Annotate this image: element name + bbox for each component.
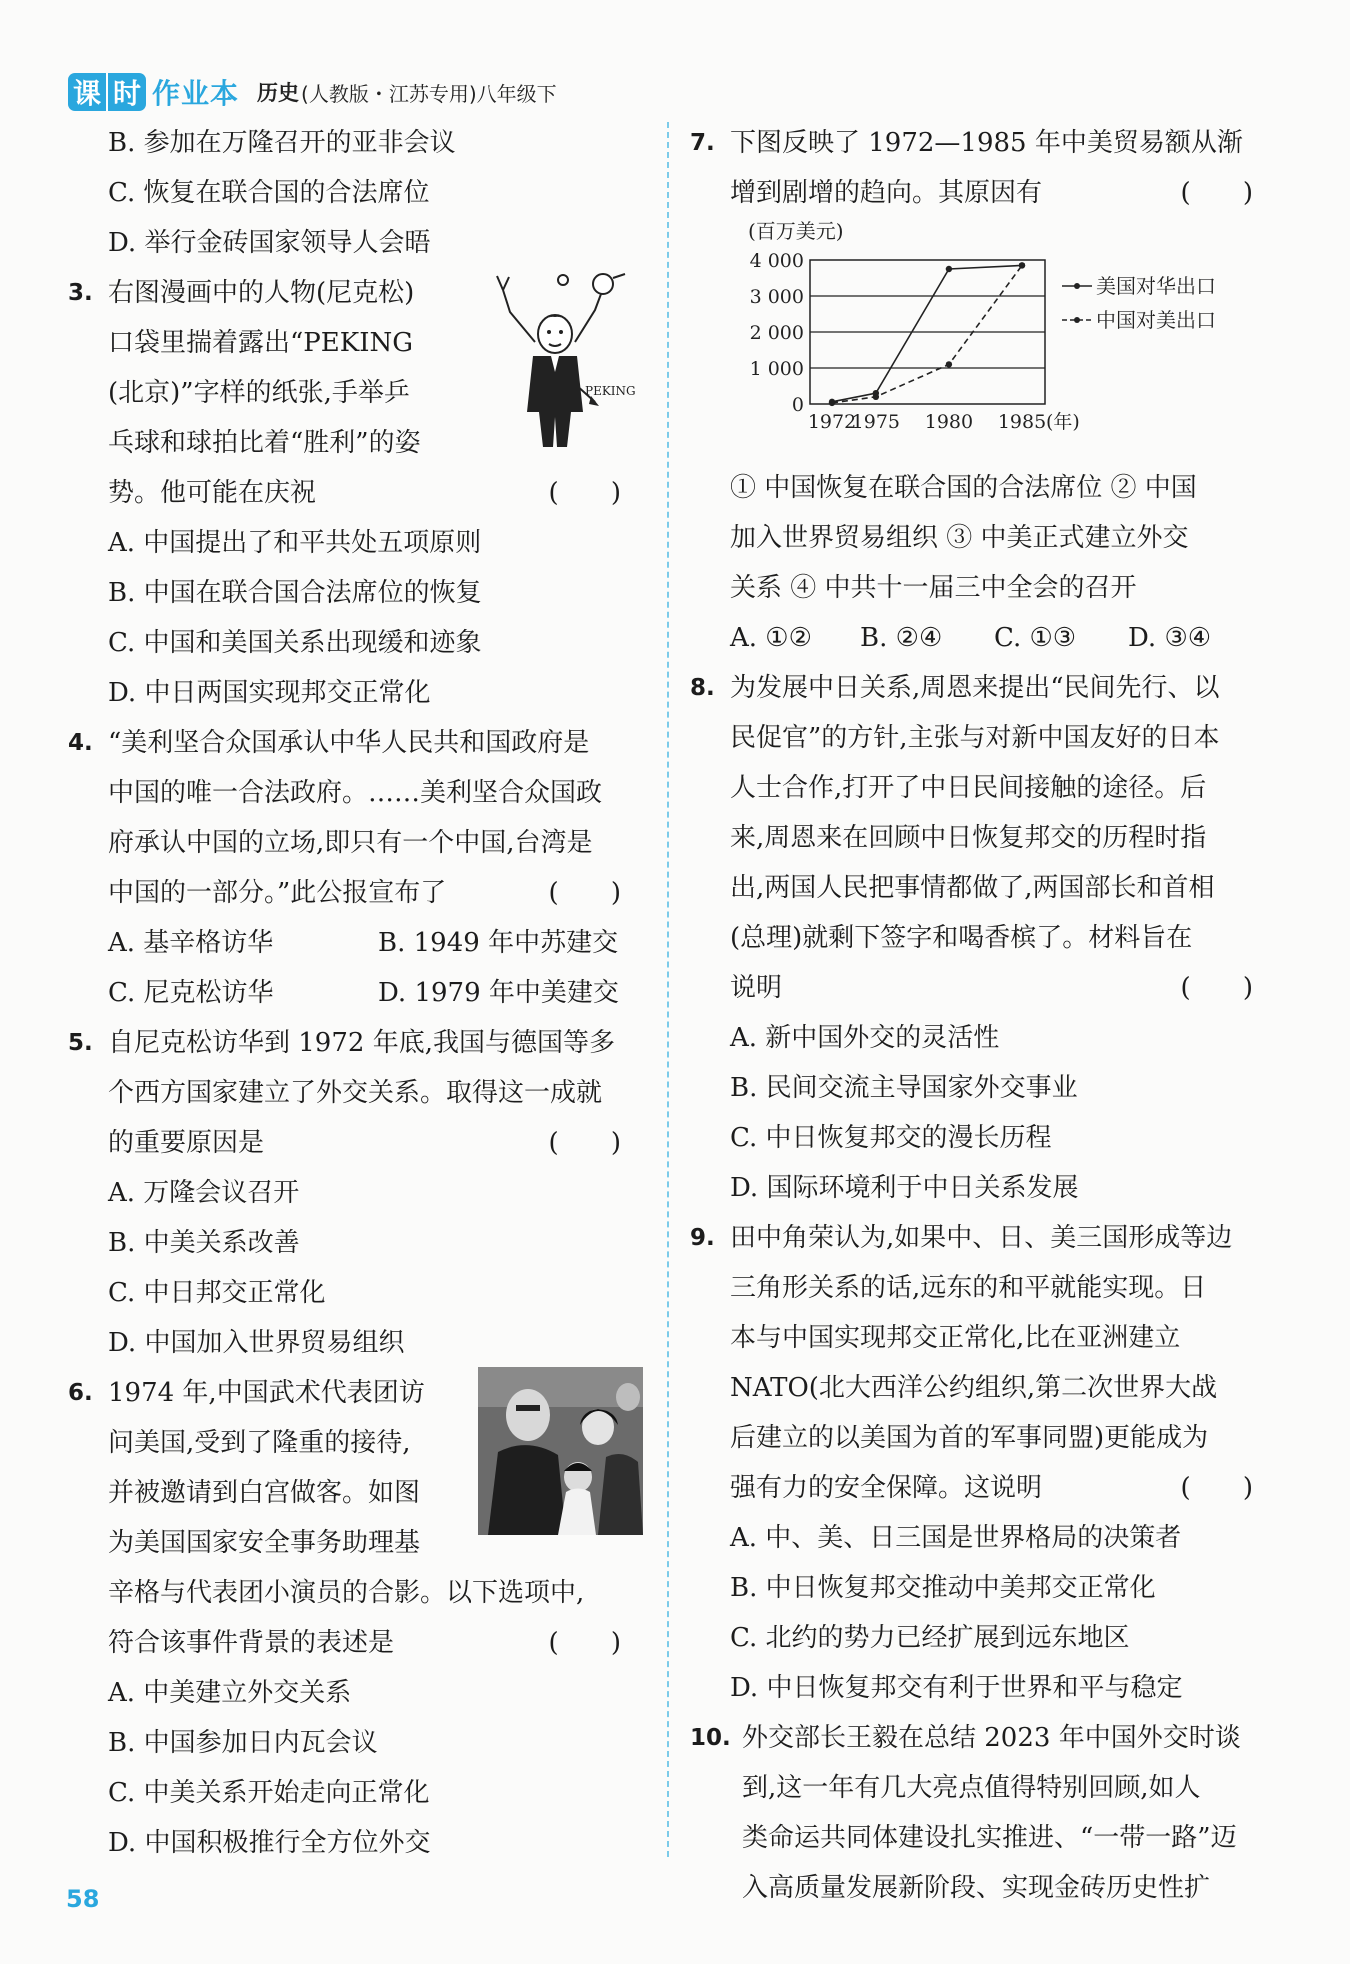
q6-line-2: 问美国,受到了隆重的接待, [108, 1428, 411, 1458]
chart-point-0 [946, 266, 952, 272]
logo-title: 作业本 [152, 77, 240, 110]
q9-option-a: A. 中、美、日三国是世界格局的决策者 [730, 1523, 1182, 1553]
q10-line-4: 入高质量发展新阶段、实现金砖历史性扩 [742, 1873, 1211, 1903]
q9-option-b: B. 中日恢复邦交推动中美邦交正常化 [730, 1573, 1156, 1603]
q8-line-6: (总理)就剩下签字和喝香槟了。材料旨在 [730, 923, 1193, 953]
q5-number: 5. [68, 1030, 93, 1056]
q3-line-1: 3. 右图漫画中的人物(尼克松) [68, 268, 643, 318]
q9-line-6: 强有力的安全保障。这说明 ( ) [690, 1463, 1275, 1513]
q7-line-2: 增到剧增的趋向。其原因有 ( ) [690, 168, 1275, 218]
q6-line-6: 符合该事件背景的表述是 ( ) [68, 1618, 643, 1668]
q7-statement-1: ① 中国恢复在联合国的合法席位 ② 中国 [730, 473, 1197, 503]
q3-option-c: C. 中国和美国关系出现缓和迹象 [108, 628, 482, 658]
q3-option-b: B. 中国在联合国合法席位的恢复 [108, 578, 482, 608]
q3-option-d: D. 中日两国实现邦交正常化 [108, 678, 431, 708]
logo [68, 71, 146, 113]
q10-line-1: 10. 外交部长王毅在总结 2023 年中国外交时谈 [690, 1713, 1275, 1763]
q10-line-3: 类命运共同体建设扎实推进、“一带一路”迈 [742, 1823, 1237, 1853]
q4-option-d: D. 1979 年中美建交 [378, 978, 619, 1008]
chart-ytick-label: 0 [791, 394, 804, 416]
q10-number: 10. [690, 1725, 731, 1751]
chart-point-1 [873, 394, 879, 400]
q4-line-2: 中国的唯一合法政府。……美利坚合众国政 [108, 778, 603, 808]
q7-options [690, 613, 1275, 663]
subject: 历史 [257, 81, 300, 105]
cartoon-label: PEKING [585, 384, 636, 398]
q6-line-4: 为美国国家安全事务助理基 [108, 1528, 421, 1558]
q10-line-2: 到,这一年有几大亮点值得特别回顾,如人 [742, 1773, 1201, 1803]
q8-line-2: 民促官”的方针,主张与对新中国友好的日本 [730, 723, 1220, 753]
chart-point-1 [1019, 262, 1025, 268]
chart-legend-label-0: 美国对华出口 [1096, 274, 1216, 298]
q7-line-1: 7. 下图反映了 1972—1985 年中美贸易额从渐 [690, 118, 1275, 168]
page-header [68, 68, 557, 116]
column-divider [667, 122, 669, 1857]
q6-line-5: 辛格与代表团小演员的合影。以下选项中, [108, 1578, 585, 1608]
answer-paren: ( ) [1180, 1473, 1275, 1503]
q8-line-7: 说明 ( ) [690, 963, 1275, 1013]
q9-line-5: 后建立的以美国为首的军事同盟)更能成为 [730, 1423, 1209, 1453]
q3-line-5: 势。他可能在庆祝 ( ) [68, 468, 643, 518]
q4-number: 4. [68, 730, 93, 756]
q9-option-c: C. 北约的势力已经扩展到远东地区 [730, 1623, 1130, 1653]
q9-line-3: 本与中国实现邦交正常化,比在亚洲建立 [730, 1323, 1181, 1353]
trade-chart [740, 218, 1260, 433]
q5-line-3: 的重要原因是 ( ) [68, 1118, 643, 1168]
q8-number: 8. [690, 675, 715, 701]
chart-xlabel: (年) [1046, 411, 1080, 433]
kissinger-photo-image [478, 1367, 643, 1535]
answer-paren: ( ) [548, 1628, 643, 1658]
q6-option-a: A. 中美建立外交关系 [108, 1678, 352, 1708]
q8-option-c: C. 中日恢复邦交的漫长历程 [730, 1123, 1052, 1153]
edition: (人教版・江苏专用)八年级下 [301, 81, 557, 106]
q8-line-3: 人士合作,打开了中日民间接触的途径。后 [730, 773, 1207, 803]
chart-legend-marker-0 [1074, 283, 1080, 289]
q5-line-2: 个西方国家建立了外交关系。取得这一成就 [108, 1078, 603, 1108]
q8-line-1: 8. 为发展中日关系,周恩来提出“民间先行、以 [690, 663, 1275, 713]
q3-line-3: (北京)”字样的纸张,手举乒 [108, 378, 410, 408]
q4-line-1: 4. “美利坚合众国承认中华人民共和国政府是 [68, 718, 643, 768]
q7-statement-2: 加入世界贸易组织 ③ 中美正式建立外交 [730, 523, 1189, 553]
q4-option-a: A. 基辛格访华 [108, 928, 274, 958]
question-5 [68, 1018, 643, 1368]
q8-option-d: D. 国际环境利于中日关系发展 [730, 1173, 1079, 1203]
q7-option-d: D. ③④ [1128, 623, 1212, 653]
logo-shi: 时 [106, 73, 146, 111]
q5-option-a: A. 万隆会议召开 [108, 1178, 300, 1208]
q2-option-b: B. 参加在万隆召开的亚非会议 [108, 128, 456, 158]
chart-xtick-label: 1975 [851, 411, 901, 433]
q2-option-d: D. 举行金砖国家领导人会晤 [108, 228, 431, 258]
q6-option-b: B. 中国参加日内瓦会议 [108, 1728, 378, 1758]
q2-option-c: C. 恢复在联合国的合法席位 [108, 178, 430, 208]
q6-number: 6. [68, 1380, 93, 1406]
answer-paren: ( ) [1180, 178, 1275, 208]
q9-line-1: 9. 田中角荣认为,如果中、日、美三国形成等边 [690, 1213, 1275, 1263]
q8-line-4: 来,周恩来在回顾中日恢复邦交的历程时指 [730, 823, 1207, 853]
answer-paren: ( ) [548, 478, 643, 508]
q5-option-c: C. 中日邦交正常化 [108, 1278, 326, 1308]
q4-option-c: C. 尼克松访华 [108, 978, 274, 1008]
chart-ytick-label: 4 000 [749, 250, 804, 272]
q7-option-b: B. ②④ [860, 623, 943, 653]
q6-line-3: 并被邀请到白宫做客。如图 [108, 1478, 421, 1508]
q9-line-4: NATO(北大西洋公约组织,第二次世界大战 [730, 1373, 1218, 1403]
q5-line-1: 5. 自尼克松访华到 1972 年底,我国与德国等多 [68, 1018, 643, 1068]
question-4 [68, 718, 643, 1018]
q8-option-b: B. 民间交流主导国家外交事业 [730, 1073, 1078, 1103]
answer-paren: ( ) [548, 1128, 643, 1158]
q3-option-a: A. 中国提出了和平共处五项原则 [108, 528, 482, 558]
q8-option-a: A. 新中国外交的灵活性 [730, 1023, 1000, 1053]
q6-line-1: 6. 1974 年,中国武术代表团访 [68, 1368, 643, 1418]
q6-option-d: D. 中国积极推行全方位外交 [108, 1828, 431, 1858]
question-10 [690, 1713, 1275, 1913]
answer-paren: ( ) [1180, 973, 1275, 1003]
logo-ke: 课 [68, 73, 106, 111]
chart-ytick-label: 1 000 [749, 358, 804, 380]
nixon-cartoon-image [475, 272, 650, 452]
q4-option-b: B. 1949 年中苏建交 [378, 928, 619, 958]
question-7 [690, 118, 1275, 218]
chart-legend-label-1: 中国对美出口 [1096, 308, 1216, 332]
chart-xtick-label: 1985 [997, 411, 1047, 433]
q7-option-a: A. ①② [730, 623, 812, 653]
q8-line-5: 出,两国人民把事情都做了,两国部长和首相 [730, 873, 1215, 903]
chart-legend-marker-1 [1074, 317, 1080, 323]
q5-option-d: D. 中国加入世界贸易组织 [108, 1328, 405, 1358]
q7-option-c: C. ①③ [994, 623, 1077, 653]
q7-number: 7. [690, 130, 715, 156]
q4-line-4: 中国的一部分。”此公报宣布了 ( ) [68, 868, 643, 918]
question-8 [690, 663, 1275, 1213]
question-9 [690, 1213, 1275, 1713]
chart-ylabel: (百万美元) [748, 219, 844, 243]
q3-number: 3. [68, 280, 93, 306]
q3-line-2: 口袋里揣着露出“PEKING [108, 328, 413, 358]
q9-line-2: 三角形关系的话,远东的和平就能实现。日 [730, 1273, 1207, 1303]
q9-option-d: D. 中日恢复邦交有利于世界和平与稳定 [730, 1673, 1183, 1703]
page-number: 58 [66, 1885, 100, 1913]
q3-line-4: 乓球和球拍比着“胜利”的姿 [108, 428, 421, 458]
chart-point-1 [946, 361, 952, 367]
q6-option-c: C. 中美关系开始走向正常化 [108, 1778, 430, 1808]
chart-series-line-1 [832, 265, 1022, 403]
answer-paren: ( ) [548, 878, 643, 908]
chart-ytick-label: 2 000 [749, 322, 804, 344]
chart-xtick-label: 1980 [924, 411, 974, 433]
q9-number: 9. [690, 1225, 715, 1251]
q5-option-b: B. 中美关系改善 [108, 1228, 300, 1258]
chart-point-1 [829, 400, 835, 406]
q4-options-cd [68, 968, 643, 1018]
q4-line-3: 府承认中国的立场,即只有一个中国,台湾是 [108, 828, 593, 858]
q4-options-ab [68, 918, 643, 968]
chart-xtick-label: 1972 [807, 411, 857, 433]
q7-statement-3: 关系 ④ 中共十一届三中全会的召开 [730, 573, 1137, 603]
chart-ytick-label: 3 000 [749, 286, 804, 308]
chart-series-line-0 [832, 265, 1022, 401]
